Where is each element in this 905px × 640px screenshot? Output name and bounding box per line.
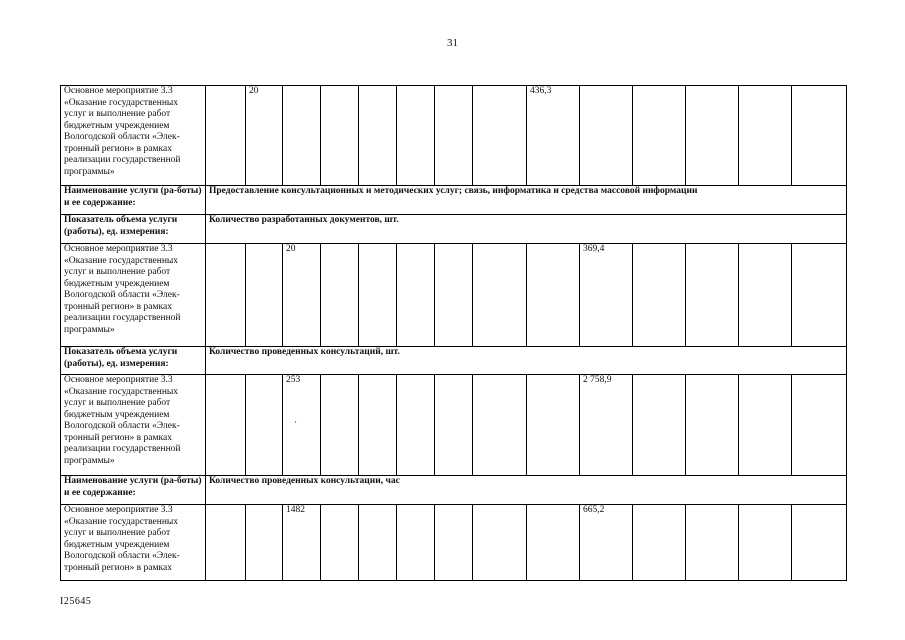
measure-description: Основное мероприятие 3.3 «Оказание государственных услуг и выполнение работ бюджетным учреждением Вологодской области «Элек-тронный регион» в рамках реализации государственной программы» [61, 86, 206, 186]
service-name-text: Количество проведенных консультации, час [206, 476, 847, 505]
amount-value: 2 758,9 [580, 375, 633, 476]
stray-mark: · [294, 416, 297, 427]
table-row [61, 375, 847, 476]
count-number: 253 [286, 375, 301, 385]
measure-description: Основное мероприятие 3.3 «Оказание государственных услуг и выполнение работ бюджетным учреждением Вологодской области «Элек-тронный регион» в рамках реализации государственной программы» [61, 244, 206, 347]
footer-code: I25645 [60, 596, 92, 607]
measure-description: Основное мероприятие 3.3 «Оказание государственных услуг и выполнение работ бюджетным учреждением Вологодской области «Элек-тронный регион» в рамках реализации государственной программы» [61, 375, 206, 476]
volume-indicator-text: Количество разработанных документов, шт. [206, 215, 847, 244]
measure-description: Основное мероприятие 3.3 «Оказание государственных услуг и выполнение работ бюджетным учреждением Вологодской области «Элек-тронный регион» в рамках [61, 505, 206, 581]
table-row [61, 244, 847, 347]
table-row [61, 347, 847, 375]
amount-value: 665,2 [580, 505, 633, 581]
service-name-label: Наименование услуги (ра-боты) и ее содержание: [61, 186, 206, 215]
table-row [61, 215, 847, 244]
count-value: 1482 [283, 505, 321, 581]
amount-value: 369,4 [580, 244, 633, 347]
table-row [61, 505, 847, 581]
table-row [61, 86, 847, 186]
count-value: 20 [246, 86, 283, 186]
budget-table [60, 85, 847, 581]
volume-indicator-label: Показатель объема услуги (работы), ед. измерения: [61, 215, 206, 244]
count-value [283, 375, 321, 476]
table-row [61, 186, 847, 215]
amount-value: 436,3 [527, 86, 580, 186]
page-number: 31 [447, 37, 458, 49]
volume-indicator-label: Показатель объема услуги (работы), ед. измерения: [61, 347, 206, 375]
count-value: 20 [283, 244, 321, 347]
service-name-text: Предоставление консультационных и методических услуг; связь, информатика и средства массовой информации [206, 186, 847, 215]
table-row [61, 476, 847, 505]
volume-indicator-text: Количество проведенных консультаций, шт. [206, 347, 847, 375]
service-name-label: Наименование услуги (ра-боты) и ее содержание: [61, 476, 206, 505]
